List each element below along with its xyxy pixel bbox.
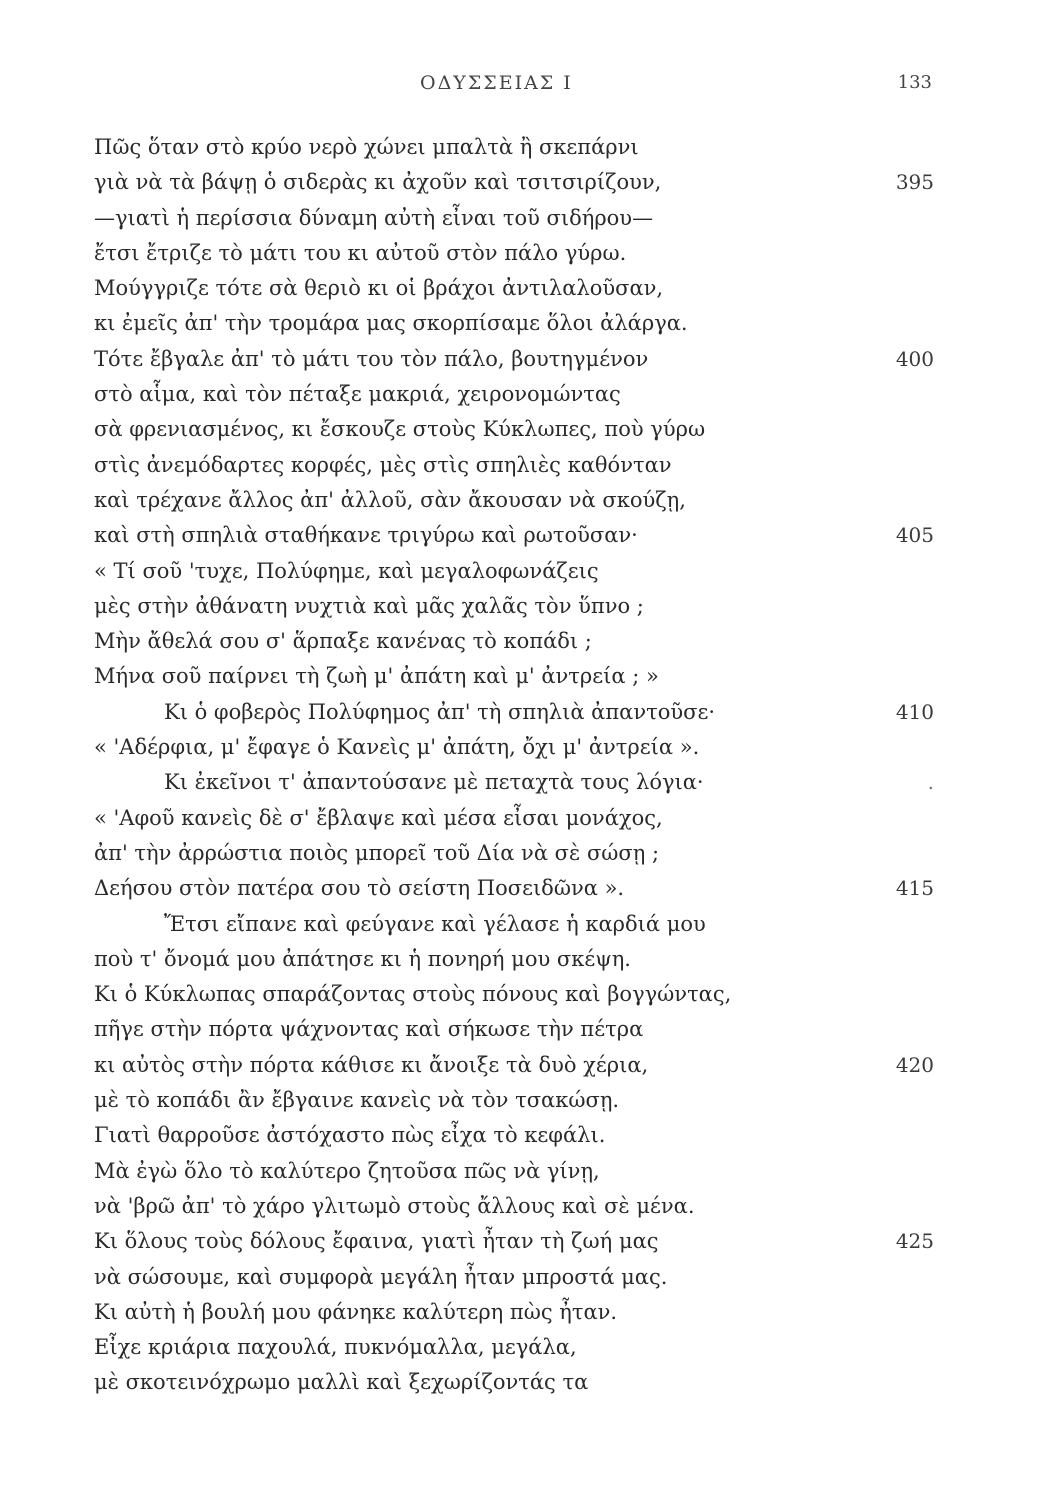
verse-line: [94, 342, 934, 377]
verse-line: [94, 1189, 934, 1224]
verse-line: [94, 1295, 934, 1330]
verse-line: [94, 448, 934, 483]
verse-line: [94, 165, 934, 200]
verse-line: [94, 836, 934, 871]
verse-line-text: Τότε ἔβγαλε ἀπ' τὸ μάτι του τὸν πάλο, βουτηγμένον: [94, 346, 649, 371]
verse-line-text: μὲ σκοτεινόχρωμο μαλλὶ καὶ ξεχωρίζοντάς τα: [94, 1370, 589, 1395]
verse-line: [94, 201, 934, 236]
line-number: 395: [895, 170, 934, 195]
verse-line-text: γιὰ νὰ τὰ βάψῃ ὁ σιδερὰς κι ἀχοῦν καὶ τσιτσιρίζουν,: [94, 170, 662, 195]
verse-line: [94, 871, 934, 906]
verse-line-text: Γιατὶ θαρροῦσε ἀστόχαστο πὼς εἶχα τὸ κεφάλι.: [94, 1123, 606, 1148]
verse-line-text: κι ἐμεῖς ἀπ' τὴν τρομάρα μας σκορπίσαμε ὅλοι ἀλάργα.: [94, 311, 688, 336]
verse-line-text: —γιατὶ ἡ περίσσια δύναμη αὐτὴ εἶναι τοῦ σιδήρου—: [94, 205, 654, 230]
verse-line: [94, 306, 934, 341]
margin-mark: .: [927, 770, 934, 795]
verse-line-text: καὶ τρέχανε ἄλλος ἀπ' ἀλλοῦ, σὰν ἄκουσαν νὰ σκούζῃ,: [94, 487, 686, 512]
verse-line: [94, 695, 934, 730]
verse-line-text: « 'Αδέρφια, μ' ἔφαγε ὁ Κανεὶς μ' ἀπάτη, ὄχι μ' ἀντρεία ».: [94, 735, 700, 760]
verse-line-text: πῆγε στὴν πόρτα ψάχνοντας καὶ σήκωσε τὴν πέτρα: [94, 1017, 644, 1042]
verse-line-text: στὸ αἷμα, καὶ τὸν πέταξε μακριά, χειρονομώντας: [94, 382, 621, 407]
verse-line-text: Κι ὅλους τοὺς δόλους ἔφαινα, γιατὶ ἦταν τὴ ζωή μας: [94, 1229, 659, 1254]
verse-line: [94, 801, 934, 836]
running-head: ΟΔΥΣΣΕΙΑΣ Ι: [420, 72, 573, 94]
line-number: 415: [895, 876, 934, 901]
verse-line-text: σὰ φρενιασμένος, κι ἔσκουζε στοὺς Κύκλωπες, ποὺ γύρω: [94, 417, 706, 442]
verse-line-text: Κι ὁ Κύκλωπας σπαράζοντας στοὺς πόνους καὶ βογγώντας,: [94, 982, 732, 1007]
verse-line: [94, 589, 934, 624]
verse-line: [94, 236, 934, 271]
verse-line: [94, 377, 934, 412]
verse-line-text: μὲ τὸ κοπάδι ἂν ἔβγαινε κανεὶς νὰ τὸν τσακώσῃ.: [94, 1088, 620, 1113]
line-number: 405: [895, 523, 934, 548]
verse-line-text: στὶς ἀνεμόδαρτες κορφές, μὲς στὶς σπηλιὲς καθόνταν: [94, 452, 672, 477]
verse-line-text: νὰ 'βρῶ ἀπ' τὸ χάρο γλιτωμὸ στοὺς ἄλλους καὶ σὲ μένα.: [94, 1193, 695, 1218]
page-number: 133: [897, 72, 932, 93]
verse-line-text: Δεήσου στὸν πατέρα σου τὸ σείστη Ποσειδῶνα ».: [94, 876, 625, 901]
verse-line-text: Μὴν ἄθελά σου σ' ἅρπαξε κανένας τὸ κοπάδι ;: [94, 629, 592, 654]
verse-line: [94, 624, 934, 659]
verse-line: [94, 1012, 934, 1047]
verse-line-text: μὲς στὴν ἀθάνατη νυχτιὰ καὶ μᾶς χαλᾶς τὸν ὕπνο ;: [94, 593, 644, 618]
verse-line-text: ποὺ τ' ὄνομά μου ἀπάτησε κι ἡ πονηρή μου σκέψη.: [94, 946, 631, 971]
verse-line: [94, 1154, 934, 1189]
verse-line: [94, 483, 934, 518]
verse-line: [94, 130, 934, 165]
verse-line: [94, 518, 934, 553]
verse-line-text: Κι ἐκεῖνοι τ' ἀπαντούσανε μὲ πεταχτὰ τους λόγια·: [164, 770, 704, 795]
verse-line: [94, 765, 934, 800]
verse-line: [94, 1118, 934, 1153]
verse-line: [94, 1224, 934, 1259]
verse-line: [94, 271, 934, 306]
verse-line-text: Κι αὐτὴ ἡ βουλή μου φάνηκε καλύτερη πὼς ἦταν.: [94, 1299, 618, 1324]
line-number: 410: [895, 699, 934, 724]
page-header: [0, 72, 1058, 102]
verse-line-text: νὰ σώσουμε, καὶ συμφορὰ μεγάλη ἦταν μπροστά μας.: [94, 1264, 668, 1289]
verse-line-text: καὶ στὴ σπηλιὰ σταθήκανε τριγύρω καὶ ρωτοῦσαν·: [94, 523, 638, 548]
verse-line-text: Πῶς ὅταν στὸ κρύο νερὸ χώνει μπαλτὰ ἢ σκεπάρνι: [94, 135, 639, 159]
verse-line-text: Μήνα σοῦ παίρνει τὴ ζωὴ μ' ἀπάτη καὶ μ' ἀντρεία ; »: [94, 664, 659, 689]
verse-line: [94, 412, 934, 447]
verse-line-text: Μὰ ἐγὼ ὅλο τὸ καλύτερο ζητοῦσα πῶς νὰ γίνῃ,: [94, 1158, 600, 1183]
verse-line-text: ἔτσι ἔτριζε τὸ μάτι του κι αὐτοῦ στὸν πάλο γύρω.: [94, 240, 627, 265]
verse-line-text: « Τί σοῦ 'τυχε, Πολύφημε, καὶ μεγαλοφωνάζεις: [94, 558, 599, 583]
verse-line: [94, 907, 934, 942]
verse-line-text: ἀπ' τὴν ἀρρώστια ποιὸς μπορεῖ τοῦ Δία νὰ σὲ σώσῃ ;: [94, 840, 660, 865]
verse-text: [94, 130, 934, 1401]
verse-line-text: Ἔτσι εἴπανε καὶ φεύγανε καὶ γέλασε ἡ καρδιά μου: [164, 911, 706, 936]
verse-line: [94, 1330, 934, 1365]
verse-line: [94, 1365, 934, 1400]
line-number: 425: [895, 1229, 934, 1254]
verse-line: [94, 977, 934, 1012]
verse-line: [94, 1083, 934, 1118]
line-number: 400: [895, 346, 934, 371]
verse-line-text: Κι ὁ φοβερὸς Πολύφημος ἀπ' τὴ σπηλιὰ ἀπαντοῦσε·: [164, 699, 716, 724]
verse-line: [94, 730, 934, 765]
verse-line: [94, 659, 934, 694]
line-number: 420: [895, 1052, 934, 1077]
verse-line-text: Εἶχε κριάρια παχουλά, πυκνόμαλλα, μεγάλα,: [94, 1335, 577, 1360]
verse-line: [94, 1048, 934, 1083]
verse-line: [94, 1260, 934, 1295]
verse-line: [94, 554, 934, 589]
verse-line-text: κι αὐτὸς στὴν πόρτα κάθισε κι ἄνοιξε τὰ δυὸ χέρια,: [94, 1052, 649, 1077]
verse-line-text: Μούγγριζε τότε σὰ θεριὸ κι οἱ βράχοι ἀντιλαλοῦσαν,: [94, 276, 664, 301]
verse-line-text: « 'Αφοῦ κανεὶς δὲ σ' ἔβλαψε καὶ μέσα εἶσαι μονάχος,: [94, 805, 663, 830]
verse-line: [94, 942, 934, 977]
